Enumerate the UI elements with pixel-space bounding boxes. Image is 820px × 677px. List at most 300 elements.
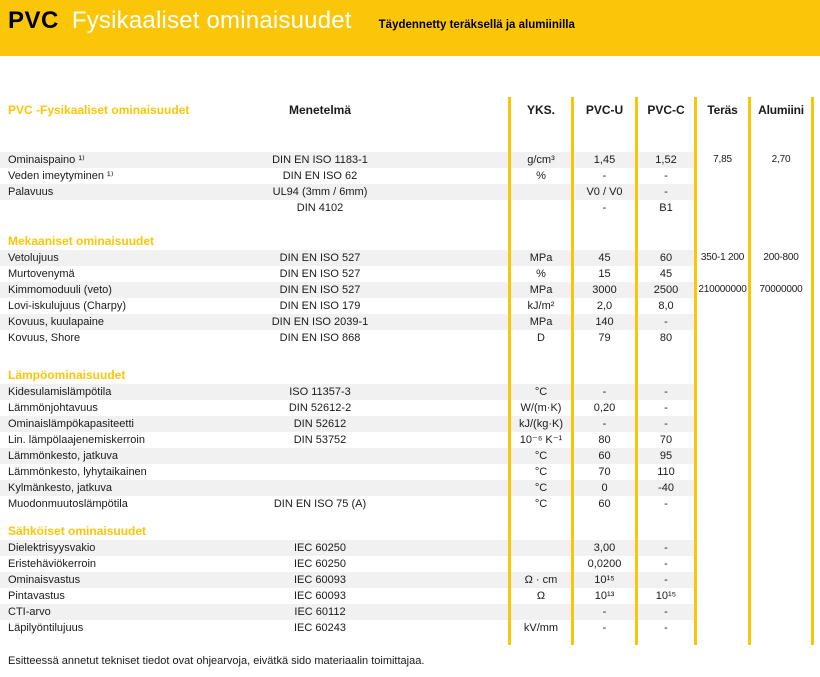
pvc-u-cell: 70 [571, 464, 635, 480]
method-cell: IEC 60093 [294, 590, 346, 602]
aluminium-cell [748, 604, 814, 620]
aluminium-cell [748, 636, 814, 645]
pvc-u-cell: - [571, 620, 635, 636]
aluminium-cell [748, 384, 814, 400]
unit-cell [508, 123, 571, 152]
method-cell: IEC 60093 [230, 572, 410, 588]
method-cell: DIN EN ISO 179 [279, 300, 361, 312]
pvc-c-cell: - [635, 184, 694, 200]
unit-cell: W/(m·K) [508, 400, 571, 416]
table-header-row [0, 97, 814, 123]
spacer-cell [410, 572, 508, 588]
steel-cell [694, 512, 748, 522]
unit-cell: MPa [508, 314, 571, 330]
unit-cell: kJ/m² [508, 298, 571, 314]
unit-cell [508, 346, 571, 366]
pvc-c-cell [635, 636, 694, 645]
table-row [0, 432, 814, 448]
steel-cell [694, 200, 748, 216]
table-row [0, 620, 814, 636]
spacer-cell [410, 123, 508, 152]
section-header-row [0, 366, 814, 384]
aluminium-cell [748, 123, 814, 152]
pvc-u-cell: - [571, 416, 635, 432]
spacer-cell [410, 282, 508, 298]
property-cell [0, 346, 230, 366]
property-cell: Murtovenymä [8, 268, 75, 280]
unit-cell: °C [508, 496, 571, 512]
steel-cell [694, 314, 748, 330]
pvc-u-cell: PVC-U [571, 97, 635, 123]
spacer-cell [410, 168, 508, 184]
property-cell: Lämmönjohtavuus [8, 402, 98, 414]
spacer-cell [410, 588, 508, 604]
steel-cell [694, 620, 748, 636]
spacer-cell [410, 464, 508, 480]
pvc-c-cell: 1,52 [635, 152, 694, 168]
steel-cell [694, 400, 748, 416]
aluminium-cell [748, 298, 814, 314]
aluminium-cell [748, 266, 814, 282]
unit-cell: °C [508, 384, 571, 400]
aluminium-cell [748, 572, 814, 588]
unit-cell: °C [508, 448, 571, 464]
aluminium-cell [748, 184, 814, 200]
section-header-row [0, 522, 814, 540]
unit-cell: 10⁻⁶ K⁻¹ [508, 432, 571, 448]
footer-note: Esitteessä annetut tekniset tiedot ovat ohjearvoja, eivätkä sido materiaalin toimittajaa. [8, 655, 425, 667]
property-cell: Kovuus, kuulapaine [0, 314, 230, 330]
pvc-c-cell: - [635, 604, 694, 620]
spacer-cell [410, 330, 508, 346]
spacer-cell [410, 448, 508, 464]
property-cell [0, 216, 230, 232]
unit-cell: °C [508, 480, 571, 496]
method-cell: DIN EN ISO 868 [279, 332, 361, 344]
pvc-u-cell [571, 232, 635, 250]
steel-cell [694, 232, 748, 250]
spacer-cell [410, 432, 508, 448]
pvc-u-cell [571, 346, 635, 366]
aluminium-cell [748, 232, 814, 250]
spacer-cell [410, 216, 508, 232]
pvc-u-cell: - [571, 168, 635, 184]
spacer-cell [410, 636, 508, 645]
spacer-cell [410, 522, 508, 540]
table-row [0, 184, 814, 200]
aluminium-cell [748, 346, 814, 366]
unit-cell: YKS. [508, 97, 571, 123]
method-cell [230, 123, 410, 152]
pvc-u-cell: 2,0 [571, 298, 635, 314]
spacer-cell [410, 384, 508, 400]
pvc-c-cell: -40 [635, 480, 694, 496]
pvc-u-cell: - [571, 384, 635, 400]
steel-cell: Teräs [694, 97, 748, 123]
header-banner [0, 0, 820, 56]
table-row [0, 266, 814, 282]
pvc-u-cell: 80 [571, 432, 635, 448]
pvc-c-cell: - [635, 572, 694, 588]
aluminium-cell: 200-800 [748, 250, 814, 266]
steel-cell [694, 588, 748, 604]
unit-cell [508, 366, 571, 384]
aluminium-cell: Alumiini [748, 97, 814, 123]
table-row [0, 556, 814, 572]
unit-cell: Ω · cm [508, 572, 571, 588]
unit-cell: kJ/(kg·K) [508, 416, 571, 432]
aluminium-cell [748, 588, 814, 604]
steel-cell [694, 123, 748, 152]
property-cell: Dielektrisyysvakio [0, 540, 230, 556]
method-cell: IEC 60250 [230, 540, 410, 556]
table-row [0, 496, 814, 512]
table-bottom-row [0, 636, 814, 645]
pvc-c-cell: - [635, 620, 694, 636]
aluminium-cell [748, 400, 814, 416]
pvc-c-cell: B1 [635, 200, 694, 216]
unit-cell [508, 636, 571, 645]
table-row [0, 250, 814, 266]
pvc-c-cell: 80 [635, 330, 694, 346]
table-row [0, 152, 814, 168]
property-cell: Vetolujuus [0, 250, 230, 266]
pvc-u-cell: 10¹⁵ [571, 572, 635, 588]
unit-cell [508, 540, 571, 556]
unit-cell [508, 522, 571, 540]
section-title: Lämpöominaisuudet [8, 368, 126, 382]
pvc-c-cell: 45 [635, 266, 694, 282]
unit-cell: kV/mm [508, 620, 571, 636]
method-cell [230, 522, 410, 540]
steel-cell [694, 216, 748, 232]
steel-cell [694, 266, 748, 282]
table-row [0, 400, 814, 416]
aluminium-cell [748, 556, 814, 572]
property-cell: Läpilyöntilujuus [8, 622, 84, 634]
property-cell: Lämmönkesto, jatkuva [0, 448, 230, 464]
unit-cell [508, 200, 571, 216]
aluminium-cell [748, 168, 814, 184]
pvc-c-cell [635, 346, 694, 366]
unit-cell: g/cm³ [508, 152, 571, 168]
method-cell [230, 512, 410, 522]
method-cell: DIN EN ISO 527 [279, 268, 361, 280]
steel-cell [694, 298, 748, 314]
unit-cell: MPa [508, 250, 571, 266]
pvc-u-cell: 0,0200 [571, 556, 635, 572]
method-cell [230, 346, 410, 366]
pvc-u-cell: 60 [571, 448, 635, 464]
table-row [0, 200, 814, 216]
aluminium-cell [748, 416, 814, 432]
pvc-c-cell: - [635, 496, 694, 512]
steel-cell [694, 496, 748, 512]
pvc-u-cell: 15 [571, 266, 635, 282]
method-cell: ISO 11357-3 [230, 384, 410, 400]
method-cell: DIN EN ISO 75 (A) [273, 498, 367, 510]
unit-cell: D [508, 330, 571, 346]
method-cell: DIN 4102 [296, 202, 344, 214]
property-cell: Eristehäviökerroin [8, 558, 97, 570]
property-cell: Muodonmuutoslämpötila [8, 498, 128, 510]
unit-cell [508, 184, 571, 200]
steel-cell [694, 168, 748, 184]
steel-cell [694, 522, 748, 540]
property-cell: Lämmönkesto, lyhytaikainen [8, 466, 147, 478]
method-cell: IEC 60250 [294, 558, 346, 570]
steel-cell [694, 480, 748, 496]
steel-cell [694, 432, 748, 448]
pvc-c-cell: 110 [635, 464, 694, 480]
steel-cell: 7,85 [694, 152, 748, 168]
pvc-c-cell [635, 522, 694, 540]
unit-cell [508, 512, 571, 522]
section-header-row [0, 232, 814, 250]
table-row [0, 464, 814, 480]
unit-cell [508, 604, 571, 620]
spacer-cell [410, 266, 508, 282]
method-cell: DIN 52612 [230, 416, 410, 432]
aluminium-cell [748, 540, 814, 556]
table-row [0, 330, 814, 346]
aluminium-cell [748, 366, 814, 384]
spacer-cell [410, 556, 508, 572]
table-row [0, 572, 814, 588]
pvc-c-cell: - [635, 400, 694, 416]
header-subtitle: Täydennetty teräksellä ja alumiinilla [378, 19, 575, 31]
product-name: PVC [8, 7, 59, 34]
method-cell: DIN EN ISO 62 [282, 170, 358, 182]
property-cell: Kidesulamislämpötila [0, 384, 230, 400]
pvc-c-cell: - [635, 314, 694, 330]
method-cell [230, 636, 410, 645]
pvc-u-cell: 0,20 [571, 400, 635, 416]
method-cell [230, 464, 410, 480]
property-cell [0, 512, 230, 522]
method-cell: DIN 52612-2 [288, 402, 352, 414]
steel-cell [694, 556, 748, 572]
spacer-cell [410, 346, 508, 366]
spacer-cell [410, 512, 508, 522]
pvc-u-cell: 3,00 [571, 540, 635, 556]
table-row [0, 384, 814, 400]
aluminium-cell [748, 496, 814, 512]
spacer-cell [410, 366, 508, 384]
aluminium-cell [748, 432, 814, 448]
aluminium-cell [748, 480, 814, 496]
aluminium-cell [748, 448, 814, 464]
pvc-u-cell: 1,45 [571, 152, 635, 168]
method-cell: DIN EN ISO 527 [230, 250, 410, 266]
steel-cell: 210000000 [694, 282, 748, 298]
spacer-cell [410, 620, 508, 636]
pvc-c-cell: - [635, 416, 694, 432]
properties-table [0, 97, 814, 645]
steel-cell [694, 384, 748, 400]
pvc-u-cell: - [571, 200, 635, 216]
aluminium-cell [748, 620, 814, 636]
pvc-u-cell [571, 216, 635, 232]
method-cell: DIN EN ISO 1183-1 [230, 152, 410, 168]
pvc-u-cell: 60 [571, 496, 635, 512]
pvc-u-cell [571, 636, 635, 645]
method-cell [230, 232, 410, 250]
spacer-cell [410, 152, 508, 168]
steel-cell [694, 540, 748, 556]
unit-cell [508, 556, 571, 572]
property-cell: Veden imeytyminen ¹⁾ [8, 170, 114, 182]
pvc-c-cell: - [635, 540, 694, 556]
section-gap-row [0, 216, 814, 232]
unit-cell: °C [508, 464, 571, 480]
table-row [0, 604, 814, 620]
pvc-c-cell: - [635, 384, 694, 400]
spacer-cell [410, 604, 508, 620]
property-cell [0, 200, 230, 216]
section-gap-row [0, 346, 814, 366]
pvc-c-cell: - [635, 556, 694, 572]
method-cell: Menetelmä [288, 103, 352, 117]
method-cell: DIN 53752 [293, 434, 347, 446]
pvc-c-cell: 60 [635, 250, 694, 266]
property-cell: Lovi-iskulujuus (Charpy) [8, 300, 126, 312]
unit-cell: % [508, 266, 571, 282]
unit-cell: MPa [508, 282, 571, 298]
property-cell [0, 636, 230, 645]
steel-cell [694, 416, 748, 432]
table-row [0, 168, 814, 184]
steel-cell: 350-1 200 [694, 250, 748, 266]
pvc-u-cell: 45 [571, 250, 635, 266]
property-cell: PVC -Fysikaaliset ominaisuudet [8, 103, 190, 117]
spacer-cell [410, 540, 508, 556]
unit-cell: % [508, 168, 571, 184]
spacer-cell [410, 480, 508, 496]
page-title: Fysikaaliset ominaisuudet [71, 7, 352, 34]
method-cell: IEC 60243 [294, 622, 346, 634]
property-cell: Kimmomoduuli (veto) [0, 282, 230, 298]
pvc-c-cell: 95 [635, 448, 694, 464]
method-cell: DIN EN ISO 2039-1 [230, 314, 410, 330]
property-cell: Ominaispaino ¹⁾ [0, 152, 230, 168]
aluminium-cell [748, 216, 814, 232]
unit-cell [508, 216, 571, 232]
spacer-cell [410, 400, 508, 416]
table-row [0, 298, 814, 314]
property-cell: CTI-arvo [0, 604, 230, 620]
pvc-u-cell: V0 / V0 [571, 184, 635, 200]
pvc-u-cell [571, 366, 635, 384]
pvc-u-cell: 3000 [571, 282, 635, 298]
pvc-c-cell: 70 [635, 432, 694, 448]
pvc-c-cell: 8,0 [635, 298, 694, 314]
aluminium-cell [748, 512, 814, 522]
spacer-cell [410, 200, 508, 216]
section-gap-row [0, 512, 814, 522]
pvc-c-cell [635, 216, 694, 232]
pvc-c-cell [635, 366, 694, 384]
steel-cell [694, 330, 748, 346]
aluminium-cell [748, 464, 814, 480]
steel-cell [694, 184, 748, 200]
unit-cell: Ω [508, 588, 571, 604]
method-cell [230, 366, 410, 384]
spacer-cell [410, 97, 508, 123]
spacer-cell [410, 184, 508, 200]
pvc-u-cell: 0 [571, 480, 635, 496]
property-cell: Palavuus [0, 184, 230, 200]
pvc-c-cell: PVC-C [635, 97, 694, 123]
pvc-c-cell [635, 232, 694, 250]
pvc-c-cell [635, 123, 694, 152]
section-title: Sähköiset ominaisuudet [8, 524, 147, 538]
steel-cell [694, 636, 748, 645]
property-cell: Pintavastus [8, 590, 65, 602]
spacer-cell [410, 314, 508, 330]
steel-cell [694, 448, 748, 464]
pvc-u-cell [571, 512, 635, 522]
method-cell: IEC 60112 [230, 604, 410, 620]
table-row [0, 416, 814, 432]
pvc-u-cell: 10¹³ [571, 588, 635, 604]
aluminium-cell [748, 314, 814, 330]
unit-cell [508, 232, 571, 250]
property-cell: Lin. lämpölaajenemiskerroin [8, 434, 145, 446]
steel-cell [694, 464, 748, 480]
aluminium-cell [748, 200, 814, 216]
steel-cell [694, 366, 748, 384]
method-cell [230, 480, 410, 496]
spacer-cell [410, 298, 508, 314]
aluminium-cell: 2,70 [748, 152, 814, 168]
steel-cell [694, 604, 748, 620]
steel-cell [694, 346, 748, 366]
table-row [0, 540, 814, 556]
table-row [0, 314, 814, 330]
pvc-c-cell: - [635, 168, 694, 184]
spacer-cell [410, 416, 508, 432]
steel-cell [694, 572, 748, 588]
table-row [0, 480, 814, 496]
table-row [0, 448, 814, 464]
pvc-u-cell: 140 [571, 314, 635, 330]
header-gap-row [0, 123, 814, 152]
pvc-u-cell [571, 522, 635, 540]
property-cell: Kovuus, Shore [8, 332, 81, 344]
table-row [0, 282, 814, 298]
spacer-cell [410, 496, 508, 512]
pvc-c-cell: 2500 [635, 282, 694, 298]
table-row [0, 588, 814, 604]
method-cell [230, 448, 410, 464]
property-cell [0, 123, 230, 152]
section-title: Mekaaniset ominaisuudet [8, 234, 155, 248]
spacer-cell [410, 250, 508, 266]
spacer-cell [410, 232, 508, 250]
pvc-u-cell [571, 123, 635, 152]
property-cell: Ominaislämpökapasiteetti [0, 416, 230, 432]
aluminium-cell: 70000000 [748, 282, 814, 298]
property-cell: Kylmänkesto, jatkuva [0, 480, 230, 496]
property-cell: Ominaisvastus [0, 572, 230, 588]
pvc-c-cell: 10¹⁵ [635, 588, 694, 604]
method-cell [230, 216, 410, 232]
pvc-u-cell: - [571, 604, 635, 620]
method-cell: UL94 (3mm / 6mm) [230, 184, 410, 200]
pvc-c-cell [635, 512, 694, 522]
method-cell: DIN EN ISO 527 [230, 282, 410, 298]
